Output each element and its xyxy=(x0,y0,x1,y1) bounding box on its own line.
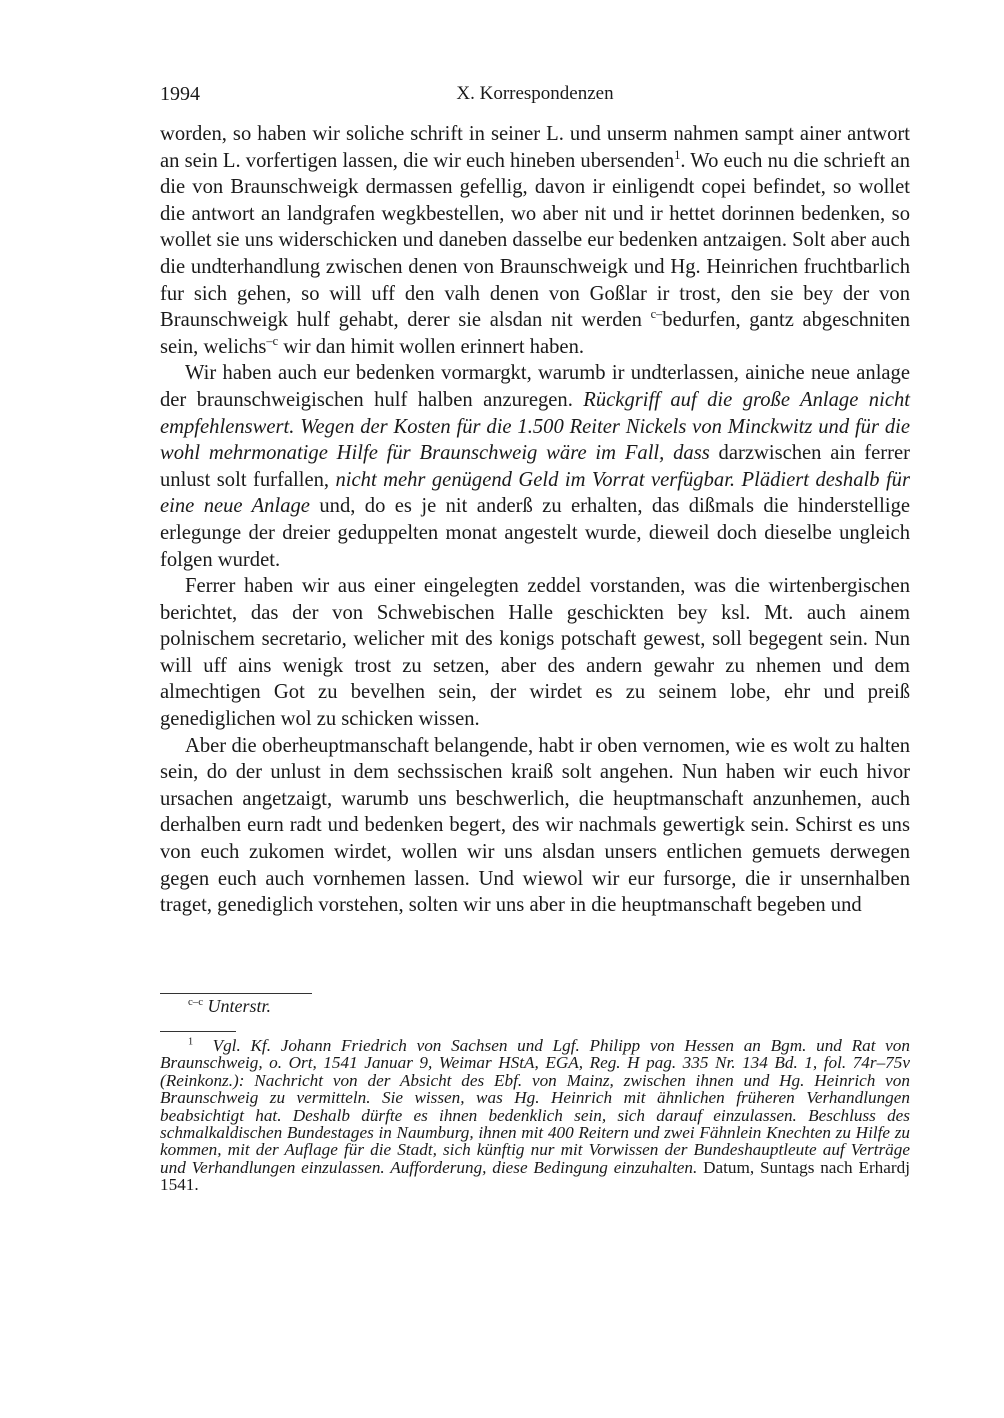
p1-text-1: worden, so haben wir soliche schrift in seiner L. und unserm nahmen sampt ainer antwort an sein L. vorfertigen lassen, die wir euch hineben ubersenden xyxy=(160,123,910,172)
footnote-1-paragraph xyxy=(160,1037,910,1194)
footnote-1-italic: Vgl. Kf. Johann Friedrich von Sachsen und Lgf. Philipp von Hessen an Bgm. und Rat von Braunschweig, o. Ort, 1541 Januar 9, Weimar HStA, EGA, Reg. H pag. 335 Nr. 134 Bd. 1, fol. 74r–75v (Reinkonz.): Nachricht von der Absicht des Ebf. von Mainz, zwischen ihnen und Hg. Heinrich von Braunschweig zu vermitteln. Sie wissen, was Hg. Heinrich mit ähnlichen früheren Verhandlungen beabsichtigt hat. Deshalb dürfte es ihnen bedenklich sein, sich darauf einzulassen. Beschluss des schmalkaldischen Bundestages in Naumburg, ihnen mit 400 Reitern und zwei Fähnlein Knechten zu Hilfe zu kommen, mit der Auflage für die Stadt, sich künftig nur mit Vorwissen der Bundeshauptleute auf Verträge und Verhandlungen einzulassen. Aufforderung, diese Bedingung einzuhalten. xyxy=(160,1036,910,1177)
page-header xyxy=(160,80,910,108)
variant-mark-end: –c xyxy=(266,333,279,348)
footnote-ref-1[interactable]: 1 xyxy=(674,147,681,162)
footnote-1 xyxy=(160,1037,910,1194)
p2-editorial-2: nicht mehr genügend Geld im Vorrat verfügbar. Plädiert deshalb für eine neue Anlage xyxy=(160,468,910,518)
footnote-1-date: Datum, Suntags nach Erhardj 1541. xyxy=(160,1157,910,1195)
p2-text-3: und, do es je nit anderß zu erhalten, das dißmals die hinderstellige erlegunge der dreier geduppelten monat angestelt wurde, dieweil doch dieselbe ungleich folgen wurdet. xyxy=(160,495,911,571)
footnote-1-mark: 1 xyxy=(188,1036,194,1048)
running-head: X. Korrespondenzen xyxy=(456,83,614,104)
p1-text-2: . Wo euch nu die schrieft an die von Braunschweigk dermassen gefellig, davon ir einligendt copei befindet, so wollet die antwort an landgrafen wegkbestellen, wo aber nit und ir hettet dorinnen bedenken, so wollet sie uns widerschicken und daneben dasselbe eur bedenken antzaigen. Solt aber auch die undterhandlung zwischen denen von Braunschweigk und Hg. Heinrichen fruchtbarlich fur sich gehen, so will uff den valh denen von Goßlar ir trost, den sie bey der von Braunschweigk hulf gehabt, derer sie alsdan nit werden xyxy=(160,149,910,332)
paragraph-3: Ferrer haben wir aus einer eingelegten zeddel vorstanden, was die wirtenbergischen berichtet, das der von Schwebischen Halle geschickten bey ksl. Mt. auch ainem polnischem secretario, welicher mit des konigs potschaft gewest, soll begegent sein. Nun will uff ains wenigk trost zu setzen, aber des andern gewahr zu nhemen und dem almechtigen Got zu bevelhen sein, der wirdet es zu seinem lobe, ehr und preiß genediglichen wol zu schicken wissen. xyxy=(160,575,910,731)
variant-note xyxy=(188,995,271,1017)
page-number: 1994 xyxy=(160,83,200,105)
paragraph-1 xyxy=(160,121,910,360)
p2-text-1: Wir haben auch eur bedenken vormargkt, warumb ir undterlassen, ainiche neue anlage der braunschweigischen hulf halben anzuregen. xyxy=(160,362,910,411)
footnote-rule xyxy=(160,1031,236,1032)
paragraph-4: Aber die oberheuptmanschaft belangende, habt ir oben vernomen, wie es wolt zu halten sein, do der unlust in dem sechssischen kraiß solt angehen. Nun haben wir euch hivor ursachen angetzaigt, warumb uns beschwerlich, die heuptmanschaft anzunhemen, auch derhalben eurn radt und bedenken begert, des wir nachmals gewertigk sein. Schirst es uns von euch zukomen wirdet, wollen wir uns alsdan unsers entlichen gemuets derwegen gegen euch auch vornhemen lassen. Und wiewol wir eur fursorge, die ir unsernhalben traget, genediglich vorstehen, solten wir uns aber in die heuptmanschaft begeben und xyxy=(160,734,910,917)
p1-text-4: wir dan himit wollen erinnert haben. xyxy=(278,335,585,358)
paragraph-2 xyxy=(160,360,910,573)
p2-editorial-1: Rückgriff auf die große Anlage nicht empfehlenswert. Wegen der Kosten für die 1.500 Reiter Nickels von Minckwitz und für die wohl mehrmonatige Hilfe für Braunschweig wäre im Fall, dass xyxy=(160,388,910,465)
p2-text-2: darzwischen ain ferrer unlust solt furfallen, xyxy=(160,442,910,491)
variant-note-mark: c–c xyxy=(188,996,203,1008)
p1-text-3: bedurfen, gantz abgeschniten sein, welichs xyxy=(160,309,911,358)
variant-note-text: Unterstr. xyxy=(207,996,271,1016)
main-text xyxy=(160,121,910,919)
variant-mark-start: c– xyxy=(650,307,663,322)
apparatus-rule xyxy=(160,993,312,994)
